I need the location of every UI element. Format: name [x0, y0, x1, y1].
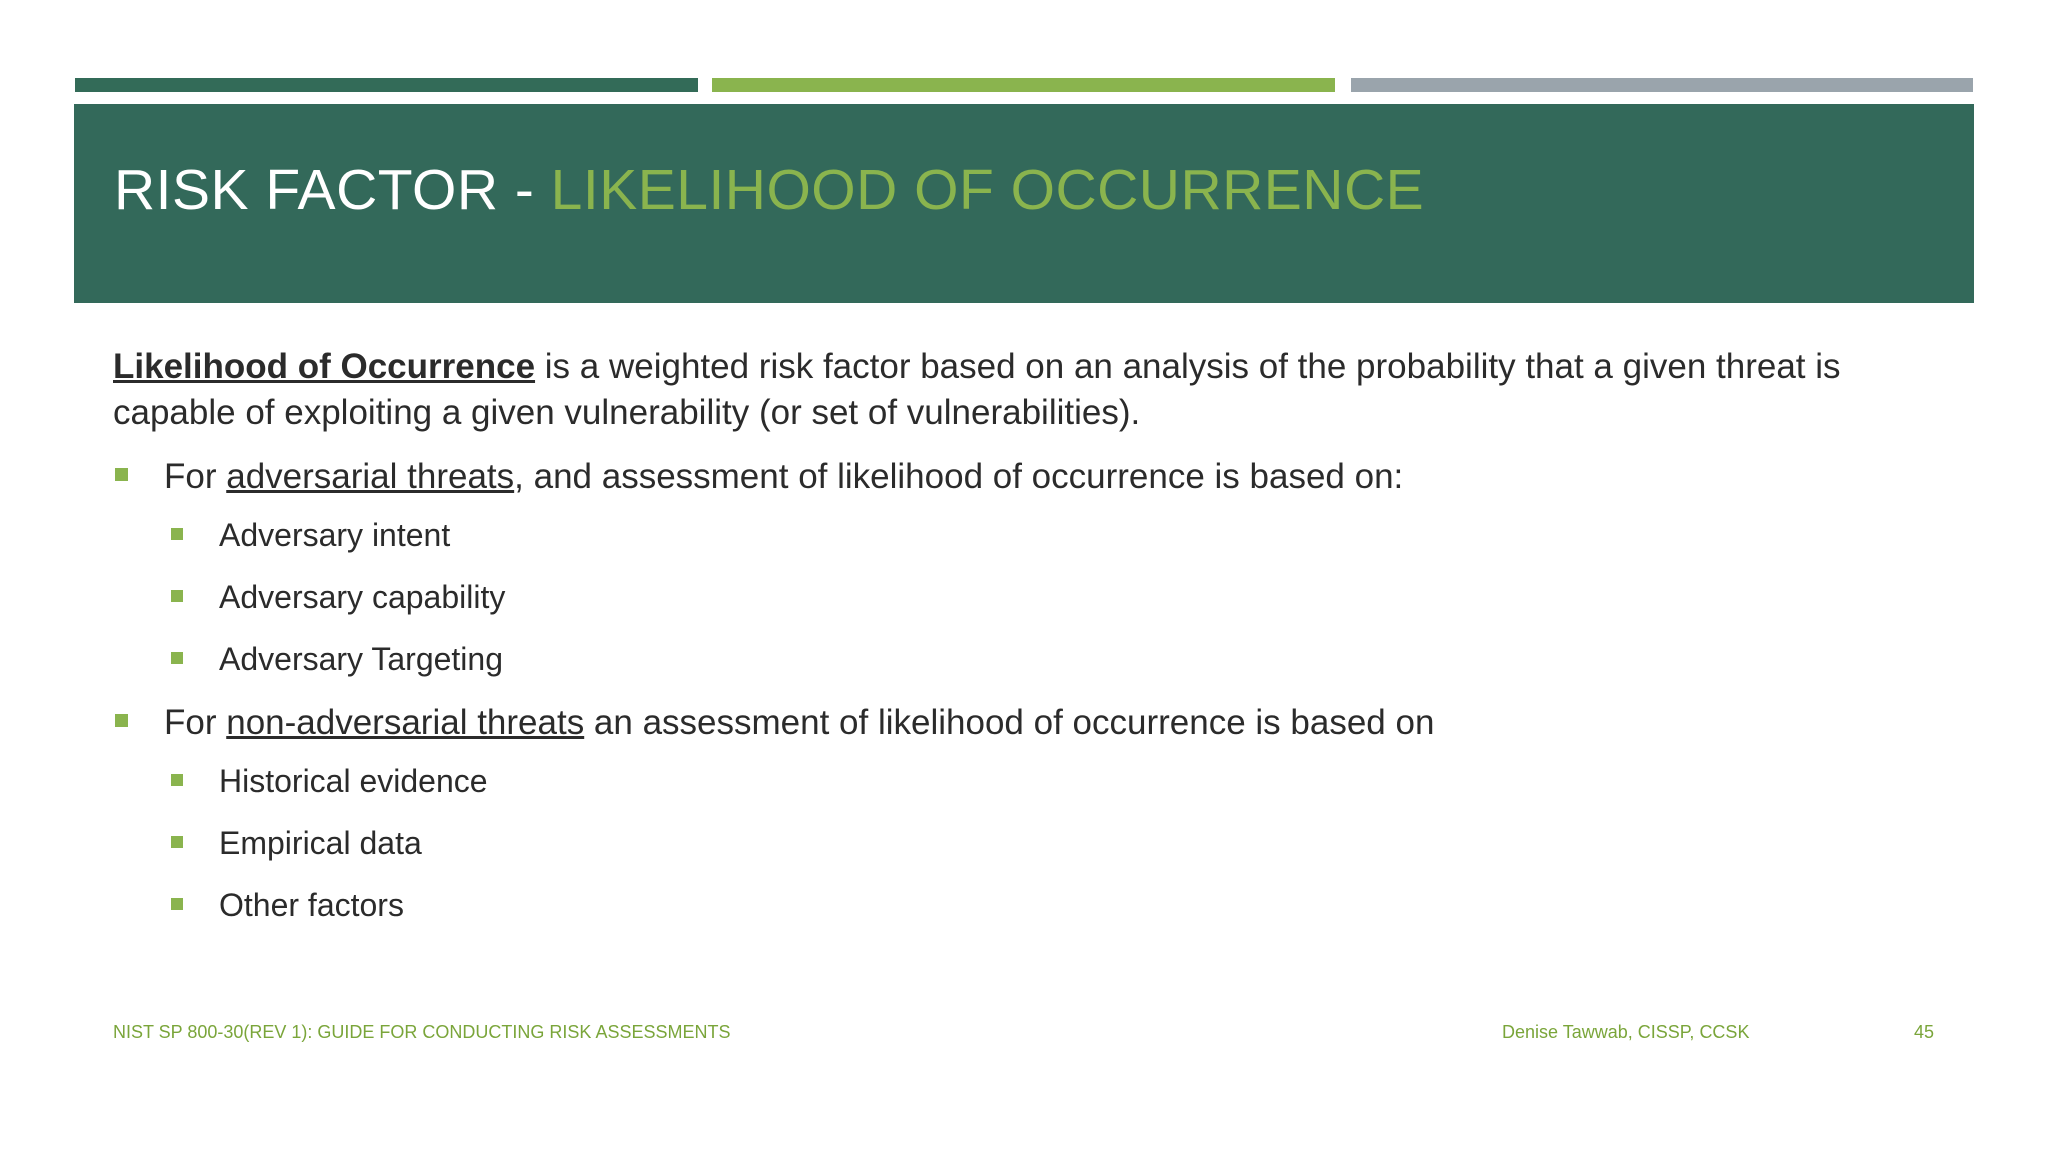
square-bullet-icon — [171, 836, 183, 848]
title-band — [74, 104, 1974, 303]
list-item — [169, 638, 1913, 680]
square-bullet-icon — [115, 714, 128, 727]
accent-bar-gray — [1351, 78, 1973, 92]
square-bullet-icon — [171, 774, 183, 786]
list-item-label: Adversary intent — [219, 517, 451, 553]
square-bullet-icon — [171, 898, 183, 910]
bullet-suffix: , and assessment of likelihood of occurrence is based on: — [514, 457, 1404, 496]
bullet-suffix: an assessment of likelihood of occurrence is based on — [584, 703, 1435, 742]
square-bullet-icon — [171, 528, 183, 540]
bullet-underlined-term: adversarial threats — [226, 457, 515, 496]
square-bullet-icon — [171, 652, 183, 664]
square-bullet-icon — [115, 468, 128, 481]
list-item-label: Empirical data — [219, 825, 422, 861]
slide-title-accent: LIKELIHOOD OF OCCURRENCE — [550, 158, 1425, 222]
square-bullet-icon — [171, 590, 183, 602]
intro-text: is a weighted risk factor based on an analysis of the probability that a given threat is capable of exploiting a given vulnerability (or set of vulnerabilities). — [113, 347, 1841, 432]
page-number: 45 — [1914, 1022, 1935, 1042]
list-item-label: Adversary Targeting — [219, 641, 503, 677]
non-adversarial-sub-list — [113, 760, 1913, 926]
list-item-label: Adversary capability — [219, 579, 506, 615]
adversarial-sub-list — [113, 514, 1913, 680]
accent-bar-dark-green — [75, 78, 698, 92]
list-item — [169, 884, 1913, 926]
list-item-label: Other factors — [219, 887, 404, 923]
bullet-non-adversarial-threats — [113, 700, 1913, 746]
list-item — [169, 514, 1913, 556]
bullet-adversarial-threats — [113, 454, 1913, 500]
list-item — [169, 760, 1913, 802]
list-item — [169, 576, 1913, 618]
list-item — [169, 822, 1913, 864]
bullet-prefix: For — [164, 703, 227, 742]
intro-paragraph — [113, 344, 1913, 436]
slide-body — [113, 344, 1913, 946]
footer-source: NIST SP 800-30(REV 1): GUIDE FOR CONDUCTING RISK ASSESSMENTS — [113, 1022, 731, 1042]
slide-title-main: RISK FACTOR - — [114, 158, 551, 222]
list-item-label: Historical evidence — [219, 763, 488, 799]
accent-bar-light-green — [712, 78, 1335, 92]
slide-title — [114, 158, 1425, 222]
bullet-underlined-term: non-adversarial threats — [226, 703, 585, 742]
bullet-prefix: For — [164, 457, 227, 496]
footer-author: Denise Tawwab, CISSP, CCSK — [1502, 1022, 1750, 1042]
intro-term: Likelihood of Occurrence — [113, 347, 536, 386]
